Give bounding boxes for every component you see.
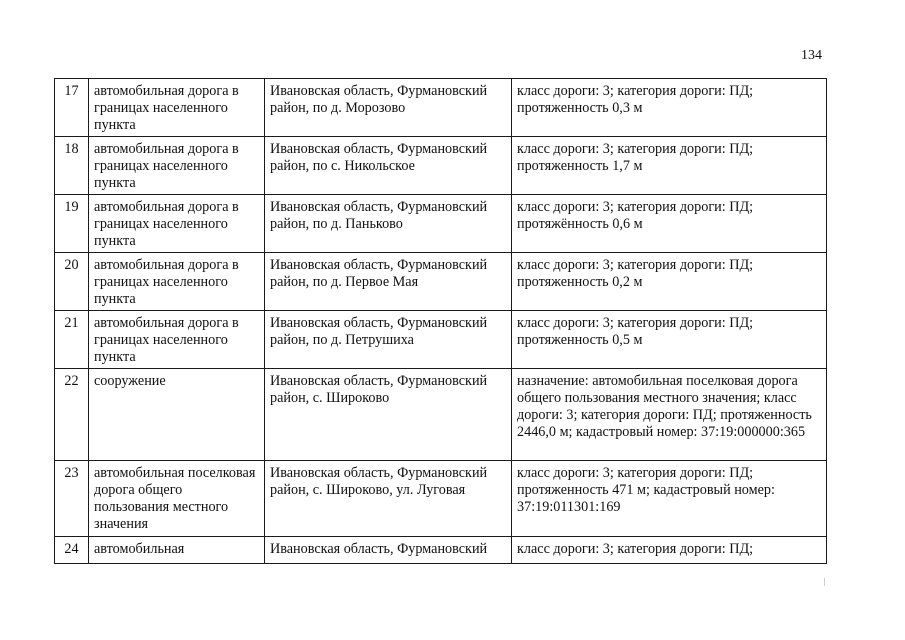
table-row — [55, 137, 827, 195]
table-row — [55, 461, 827, 537]
object-name: автомобильная поселковая дорога общего пользования местного значения — [89, 461, 265, 537]
object-name: автомобильная дорога в границах населенного пункта — [89, 253, 265, 311]
row-number: 20 — [55, 253, 89, 311]
object-specs: класс дороги: 3; категория дороги: ПД; протяженность 471 м; кадастровый номер: 37:19:011301:169 — [512, 461, 827, 537]
row-number: 22 — [55, 369, 89, 461]
object-location: Ивановская область, Фурмановский район, с. Широково — [265, 369, 512, 461]
object-specs: класс дороги: 3; категория дороги: ПД; протяжённость 0,6 м — [512, 195, 827, 253]
row-number: 17 — [55, 79, 89, 137]
scan-mark — [824, 578, 825, 586]
table-row — [55, 195, 827, 253]
page-number: 134 — [801, 48, 822, 63]
object-name: автомобильная дорога в границах населенного пункта — [89, 79, 265, 137]
object-location: Ивановская область, Фурмановский район, по д. Первое Мая — [265, 253, 512, 311]
row-number: 24 — [55, 537, 89, 564]
row-number: 18 — [55, 137, 89, 195]
object-name: автомобильная дорога в границах населенного пункта — [89, 195, 265, 253]
object-name: автомобильная дорога в границах населенного пункта — [89, 311, 265, 369]
object-specs: класс дороги: 3; категория дороги: ПД; протяженность 0,3 м — [512, 79, 827, 137]
object-specs: класс дороги: 3; категория дороги: ПД; — [512, 537, 827, 564]
object-name: автомобильная — [89, 537, 265, 564]
object-name: сооружение — [89, 369, 265, 461]
table-row — [55, 537, 827, 564]
table-row — [55, 311, 827, 369]
table-row — [55, 369, 827, 461]
row-number: 23 — [55, 461, 89, 537]
object-specs: класс дороги: 3; категория дороги: ПД; протяженность 1,7 м — [512, 137, 827, 195]
object-name: автомобильная дорога в границах населенного пункта — [89, 137, 265, 195]
object-specs: класс дороги: 3; категория дороги: ПД; протяженность 0,2 м — [512, 253, 827, 311]
table-row — [55, 253, 827, 311]
object-location: Ивановская область, Фурмановский район, по д. Морозово — [265, 79, 512, 137]
object-specs: класс дороги: 3; категория дороги: ПД; протяженность 0,5 м — [512, 311, 827, 369]
object-location: Ивановская область, Фурмановский район, с. Широково, ул. Луговая — [265, 461, 512, 537]
object-location: Ивановская область, Фурмановский район, по с. Никольское — [265, 137, 512, 195]
row-number: 21 — [55, 311, 89, 369]
object-location: Ивановская область, Фурмановский район, по д. Петрушиха — [265, 311, 512, 369]
object-location: Ивановская область, Фурмановский район, по д. Паньково — [265, 195, 512, 253]
table-row — [55, 79, 827, 137]
object-location: Ивановская область, Фурмановский — [265, 537, 512, 564]
road-registry-table — [54, 78, 827, 564]
object-specs: назначение: автомобильная поселковая дорога общего пользования местного значения; класс дороги: 3; категория дороги: ПД; протяженность 2446,0 м; кадастровый номер: 37:19:000000:365 — [512, 369, 827, 461]
row-number: 19 — [55, 195, 89, 253]
